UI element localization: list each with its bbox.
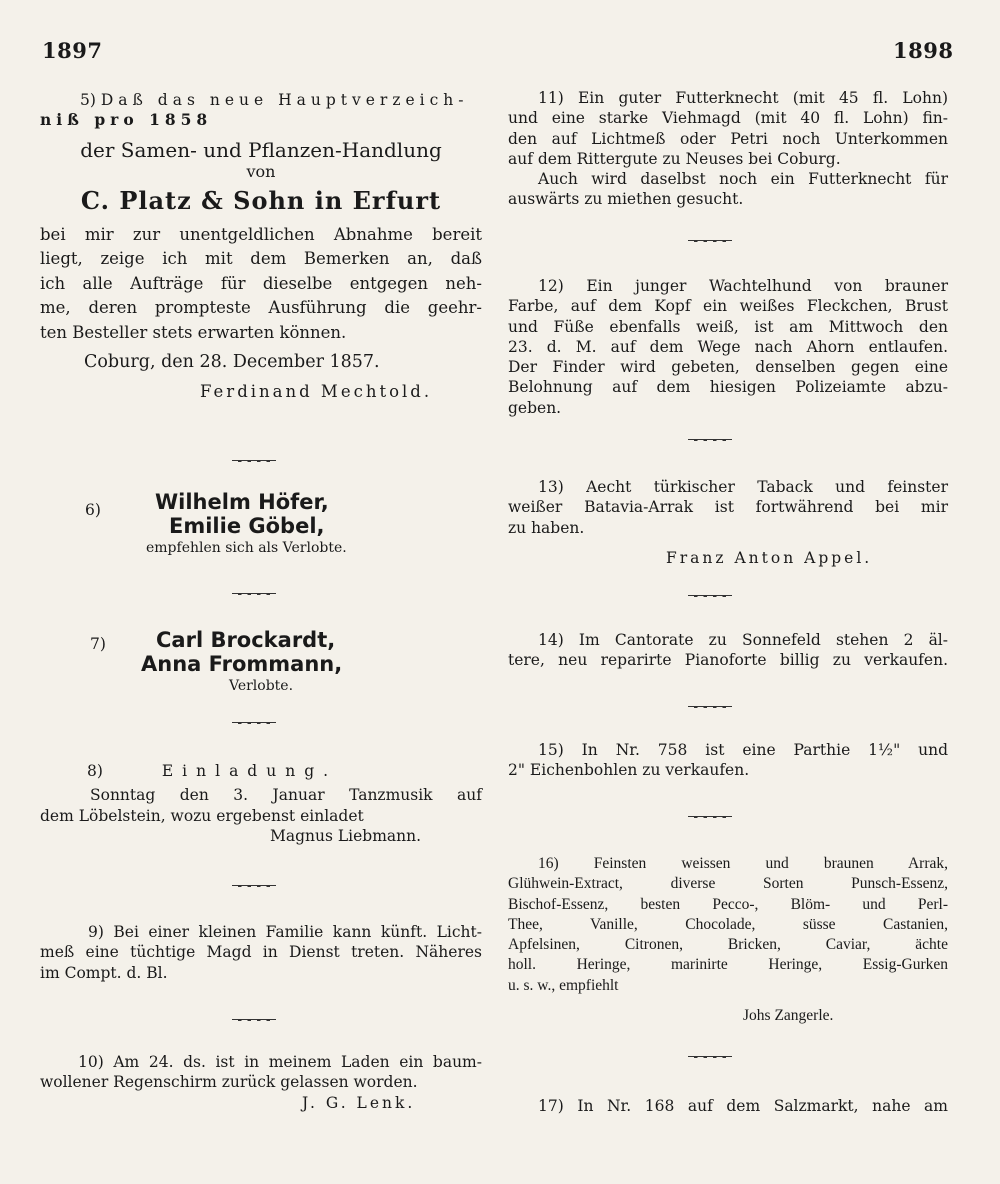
separator bbox=[688, 816, 732, 818]
name-2: Emilie Göbel, bbox=[169, 514, 325, 538]
body-line: liegt, zeige ich mit dem Bemerken an, daß bbox=[40, 249, 482, 269]
advert-14-line: tere, neu reparirte Pianoforte billig zu verkaufen. bbox=[508, 651, 948, 670]
advert-16-line: 16) Feinsten weissen und braunen Arrak, bbox=[538, 855, 948, 872]
advert-12-line: geben. bbox=[508, 398, 562, 417]
advert-12-line: 23. d. M. auf dem Wege nach Ahorn entlaufen. bbox=[508, 337, 948, 356]
separator bbox=[688, 240, 732, 242]
separator bbox=[688, 1056, 732, 1058]
advert-9-line: im Compt. d. Bl. bbox=[40, 963, 168, 982]
separator bbox=[232, 593, 276, 595]
advert-16-line: Thee, Vanille, Chocolade, süsse Castanien, bbox=[508, 915, 948, 933]
advert-12 bbox=[508, 276, 948, 418]
body-line: bei mir zur unentgeldlichen Abnahme bereit bbox=[40, 224, 482, 244]
name-2: Anna Frommann, bbox=[141, 652, 343, 676]
advert-11-line: Auch wird daselbst noch ein Futterknecht für bbox=[538, 170, 948, 189]
advert-12-line: und Füße ebenfalls weiß, ist am Mittwoch den bbox=[508, 317, 948, 336]
advert-number: 5) bbox=[80, 91, 96, 109]
advert-number: 7) bbox=[90, 635, 106, 653]
advert-number: 8) bbox=[87, 762, 103, 780]
advert-11-line: 11) Ein guter Futterknecht (mit 45 fl. Lohn) bbox=[538, 89, 948, 107]
advert-11-line: auf dem Rittergute zu Neuses bei Coburg. bbox=[508, 149, 841, 168]
separator bbox=[232, 460, 276, 462]
advert-8 bbox=[40, 761, 482, 846]
advert-16-signature: Johs Zangerle. bbox=[743, 1007, 834, 1025]
advert-11 bbox=[508, 88, 948, 210]
advert-10-signature: J. G. Lenk. bbox=[302, 1093, 416, 1112]
advert-8-title: Einladung. bbox=[161, 762, 338, 780]
advert-15 bbox=[508, 740, 948, 781]
advert-16-line: u. s. w., empfiehlt bbox=[508, 976, 619, 994]
name-1: Carl Brockardt, bbox=[156, 628, 336, 652]
advert-5-line-2: niß pro 1858 bbox=[40, 110, 213, 130]
advert-7 bbox=[40, 628, 482, 696]
advert-13 bbox=[508, 477, 948, 568]
advert-8-line-2: dem Löbelstein, wozu ergebenst einladet bbox=[40, 806, 364, 825]
advert-11-line: und eine starke Viehmagd (mit 40 fl. Lohn) fin- bbox=[508, 109, 948, 128]
advert-16-line: Glühwein-Extract, diverse Sorten Punsch-Essenz, bbox=[508, 875, 948, 893]
advert-16-line: Apfelsinen, Citronen, Bricken, Caviar, ächte bbox=[508, 936, 948, 954]
advert-11-line: den auf Lichtmeß oder Petri noch Unterkommen bbox=[508, 129, 948, 148]
advert-5-line-1: Daß das neue Hauptverzeich- bbox=[100, 91, 469, 109]
advert-10 bbox=[40, 1052, 482, 1113]
advert-17-line: 17) In Nr. 168 auf dem Salzmarkt, nahe am bbox=[538, 1097, 948, 1115]
page-number-right: 1898 bbox=[893, 38, 954, 63]
advert-13-signature: Franz Anton Appel. bbox=[666, 548, 873, 567]
advert-9-line: 9) Bei einer kleinen Familie kann künft. Licht- bbox=[88, 923, 482, 941]
advert-16-line: holl. Heringe, marinirte Heringe, Essig-Gurken bbox=[508, 956, 948, 974]
advert-7-note: Verlobte. bbox=[229, 678, 294, 694]
advert-5-date: Coburg, den 28. December 1857. bbox=[84, 352, 380, 373]
advert-14-line: 14) Im Cantorate zu Sonnefeld stehen 2 äl- bbox=[538, 631, 948, 649]
advert-14 bbox=[508, 630, 948, 671]
advert-15-line: 2" Eichenbohlen zu verkaufen. bbox=[508, 761, 750, 780]
advert-13-line: 13) Aecht türkischer Taback und feinster bbox=[538, 478, 948, 496]
advert-5 bbox=[40, 90, 482, 405]
body-line: ten Besteller stets erwarten können. bbox=[40, 322, 347, 342]
advert-number: 6) bbox=[85, 501, 101, 519]
advert-13-line: weißer Batavia-Arrak ist fortwährend bei mir bbox=[508, 498, 948, 517]
advert-10-line: wollener Regenschirm zurück gelassen worden. bbox=[40, 1073, 418, 1092]
advert-12-line: Farbe, auf dem Kopf ein weißes Fleckchen, Brust bbox=[508, 297, 948, 316]
name-1: Wilhelm Höfer, bbox=[155, 490, 329, 514]
separator bbox=[688, 595, 732, 597]
advert-5-signature: Ferdinand Mechtold. bbox=[200, 382, 433, 402]
advert-5-line-4: von bbox=[246, 161, 276, 181]
advert-6 bbox=[40, 490, 482, 558]
advert-5-body bbox=[40, 223, 482, 346]
advert-8-line-1: Sonntag den 3. Januar Tanzmusik auf bbox=[90, 786, 482, 805]
body-line: ich alle Aufträge für dieselbe entgegen neh- bbox=[40, 273, 482, 293]
separator bbox=[688, 439, 732, 441]
firm-name: C. Platz & Sohn in Erfurt bbox=[80, 185, 442, 215]
advert-5-line-3: der Samen- und Pflanzen-Handlung bbox=[80, 137, 442, 162]
separator bbox=[688, 706, 732, 708]
separator bbox=[232, 885, 276, 887]
advert-13-line: zu haben. bbox=[508, 518, 585, 537]
advert-16-line: Bischof-Essenz, besten Pecco-, Blöm- und Perl- bbox=[508, 895, 948, 913]
body-line: me, deren prompteste Ausführung die geehr- bbox=[40, 298, 482, 318]
separator bbox=[232, 722, 276, 724]
advert-9 bbox=[40, 922, 482, 983]
advert-15-line: 15) In Nr. 758 ist eine Parthie 1½" und bbox=[538, 741, 948, 759]
advert-16 bbox=[508, 854, 948, 1026]
advert-12-line: Der Finder wird gebeten, denselben gegen eine bbox=[508, 358, 948, 377]
advert-11-line: auswärts zu miethen gesucht. bbox=[508, 190, 744, 209]
advert-12-line: 12) Ein junger Wachtelhund von brauner bbox=[538, 277, 948, 295]
advert-8-signature: Magnus Liebmann. bbox=[270, 826, 422, 845]
advert-12-line: Belohnung auf dem hiesigen Polizeiamte abzu- bbox=[508, 378, 948, 397]
advert-10-line: 10) Am 24. ds. ist in meinem Laden ein baum- bbox=[78, 1053, 482, 1071]
advert-9-line: meß eine tüchtige Magd in Dienst treten. Näheres bbox=[40, 943, 482, 962]
separator bbox=[232, 1019, 276, 1021]
advert-17 bbox=[508, 1096, 948, 1116]
page-number-left: 1897 bbox=[42, 38, 103, 63]
advert-6-note: empfehlen sich als Verlobte. bbox=[146, 540, 347, 556]
